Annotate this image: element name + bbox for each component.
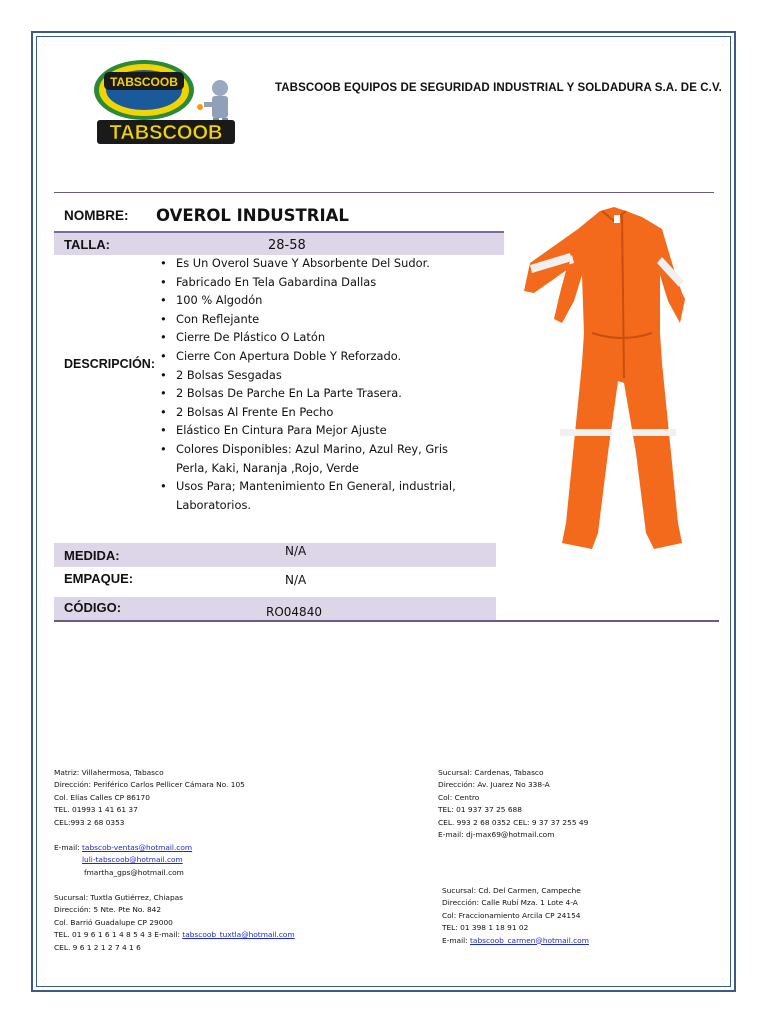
- cardenas-line: CEL. 993 2 68 0352 CEL: 9 37 37 255 49: [438, 817, 589, 827]
- cardenas-line: Dirección: Av. Juarez No 338-A: [438, 780, 550, 790]
- list-item: • 2 Bolsas Sesgadas: [160, 367, 282, 382]
- codigo-value: RO04840: [266, 605, 322, 619]
- empaque-value: N/A: [285, 573, 307, 587]
- matriz-line: Matriz: Villahermosa, Tabasco: [54, 768, 164, 777]
- medida-value: N/A: [285, 544, 307, 558]
- cardenas-line: TEL: 01 937 37 25 688: [438, 805, 522, 815]
- tuxtla-line: Dirección: 5 Nte. Pte No. 842: [54, 905, 162, 915]
- divider-bottom: [54, 620, 719, 622]
- email-link[interactable]: tabscoob_carmen@hotmail.com: [470, 935, 589, 945]
- carmen-line: Col: Fraccionamiento Arcila CP 24154: [442, 910, 581, 920]
- tuxtla-line: TEL. 01 9 6 1 6 1 4 8 5 4 3 E-mail:: [54, 930, 180, 940]
- list-item: • Cierre De Plástico O Latón: [160, 330, 326, 345]
- email-link[interactable]: luli-tabscoob@hotmail.com: [82, 855, 183, 865]
- tuxtla-line: Sucursal: Tuxtla Gutiérrez, Chiapas: [54, 893, 184, 902]
- list-item: • Con Reflejante: [160, 311, 260, 326]
- nombre-label: NOMBRE:: [64, 208, 129, 223]
- list-item: • Fabricado En Tela Gabardina Dallas: [160, 274, 377, 289]
- list-item: • 2 Bolsas Al Frente En Pecho: [160, 404, 334, 419]
- talla-value: 28-58: [268, 238, 306, 253]
- tuxtla-line: Col. Barrió Guadalupe CP 29000: [54, 917, 173, 927]
- matriz-line: Col. Elías Calles CP 86170: [54, 792, 150, 802]
- list-item: • 100 % Algodón: [160, 293, 263, 308]
- footer-carmen: [442, 885, 589, 947]
- carmen-line: TEL: 01 398 1 18 91 02: [442, 923, 529, 933]
- list-item: • Es Un Overol Suave Y Absorbente Del Sudor.: [160, 256, 430, 270]
- coverall-image: [522, 203, 712, 553]
- list-item: • Usos Para; Mantenimiento En General, industrial, Laboratorios.: [160, 479, 456, 512]
- codigo-label: CÓDIGO:: [64, 600, 122, 615]
- list-item: • 2 Bolsas De Parche En La Parte Trasera.: [160, 386, 402, 401]
- tuxtla-line: CEL. 9 6 1 2 1 2 7 4 1 6: [54, 942, 141, 952]
- email-label: E-mail:: [442, 935, 468, 945]
- svg-text:TABSCOOB: TABSCOOB: [110, 75, 178, 89]
- medida-label: MEDIDA:: [64, 548, 120, 563]
- footer-matriz-emails: [54, 842, 192, 879]
- list-item: • Elástico En Cintura Para Mejor Ajuste: [160, 423, 387, 438]
- matriz-line: CEL:993 2 68 0353: [54, 817, 125, 827]
- description-list: [158, 254, 458, 514]
- descripcion-label: DESCRIPCIÓN:: [64, 357, 155, 371]
- divider-top: [54, 192, 714, 193]
- row-empaque: [54, 569, 496, 593]
- email-link[interactable]: tabscoob_tuxtla@hotmail.com: [182, 930, 295, 940]
- row-nombre: [54, 203, 504, 231]
- cardenas-line: E-mail: dj-max69@hotmail.com: [438, 830, 555, 840]
- matriz-line: Dirección: Periférico Carlos Pellicer Cámara No. 105: [54, 780, 245, 790]
- empaque-label: EMPAQUE:: [64, 571, 134, 586]
- company-name: TABSCOOB EQUIPOS DE SEGURIDAD INDUSTRIAL Y SOLDADURA S.A. DE C.V.: [275, 82, 722, 94]
- talla-label: TALLA:: [64, 237, 110, 252]
- list-item: • Cierre Con Apertura Doble Y Reforzado.: [160, 348, 402, 363]
- carmen-line: Dirección: Calle Rubí Mza. 1 Lote 4-A: [442, 898, 578, 908]
- footer-tuxtla: [54, 892, 295, 954]
- row-codigo: [54, 597, 496, 621]
- row-talla: [54, 233, 504, 255]
- footer-matriz: [54, 767, 245, 829]
- cardenas-line: Sucursal: Cardenas, Tabasco: [438, 768, 544, 777]
- email-label: E-mail:: [54, 843, 80, 852]
- cardenas-line: Col: Centro: [438, 792, 480, 802]
- product-name: OVEROL INDUSTRIAL: [156, 206, 349, 225]
- footer-cardenas: [438, 767, 588, 841]
- row-medida: [54, 543, 496, 567]
- email-link[interactable]: tabscob-ventas@hotmail.com: [82, 843, 193, 852]
- list-item: • Colores Disponibles: Azul Marino, Azul Rey, Gris Perla, Kaki, Naranja ,Rojo, Verde: [160, 441, 448, 475]
- matriz-line: TEL. 01993 1 41 61 37: [54, 805, 138, 815]
- carmen-line: Sucursal: Cd. Del Carmen, Campeche: [442, 886, 581, 895]
- svg-text:TABSCOOB: TABSCOOB: [109, 122, 223, 144]
- company-logo: [92, 52, 242, 148]
- email-text: fmartha_gps@hotmail.com: [84, 867, 184, 877]
